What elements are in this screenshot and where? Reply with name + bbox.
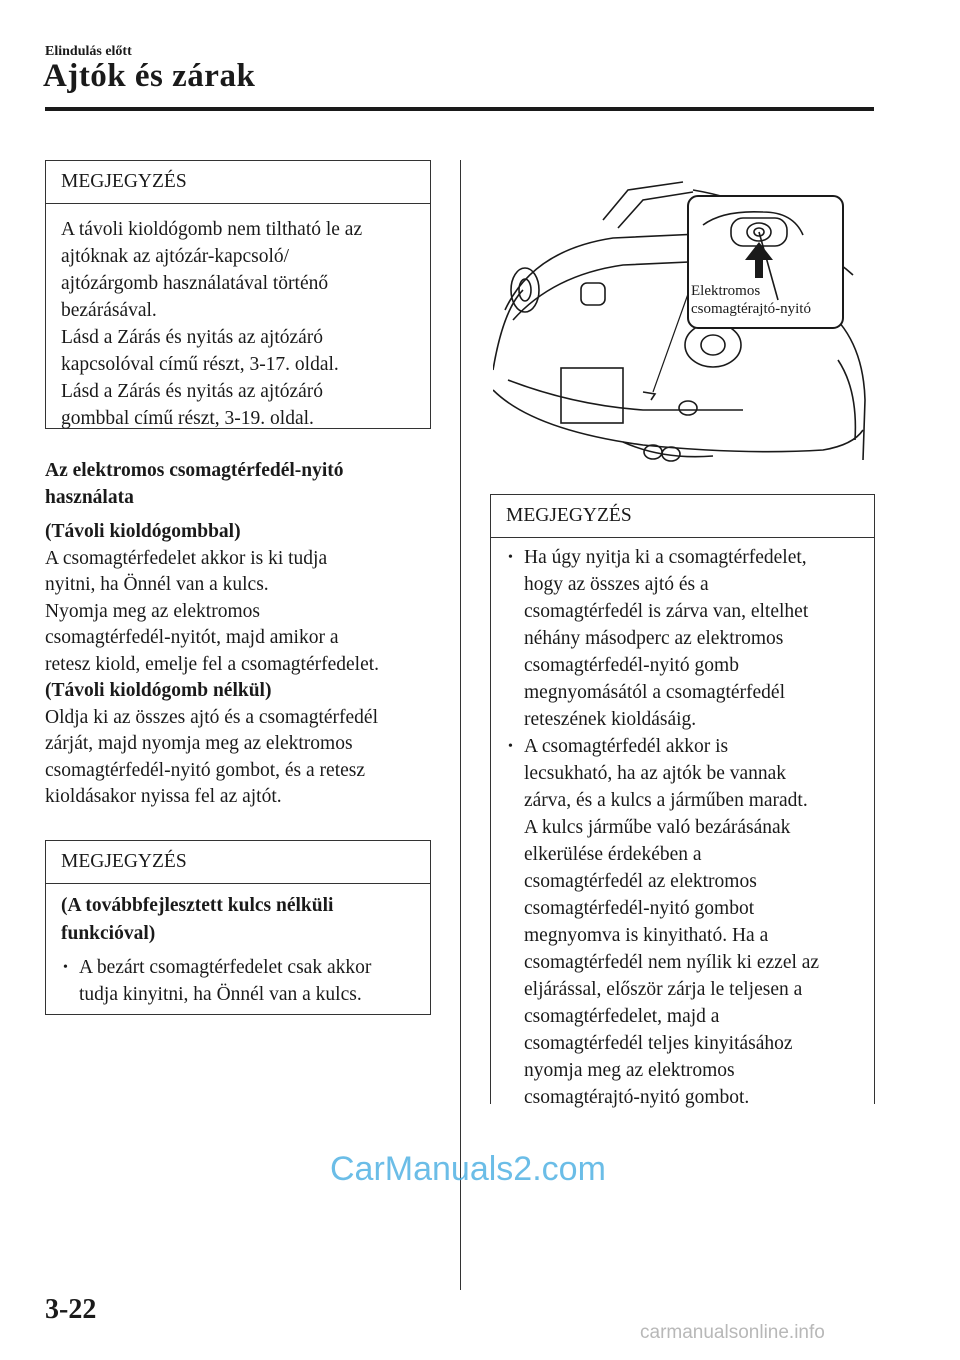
note-line: tudja kinyitni, ha Önnél van a kulcs.: [79, 984, 362, 1005]
note-line: elkerülése érdekében a: [524, 844, 702, 865]
watermark: CarManuals2.com: [330, 1150, 606, 1188]
page-number: 3-22: [45, 1294, 97, 1325]
column-divider: [460, 160, 461, 1290]
bullet-icon: •: [508, 739, 513, 754]
callout-label: [691, 282, 811, 318]
body-line: nyitni, ha Önnél van a kulcs.: [45, 574, 269, 595]
note-line: lecsukható, ha az ajtók be vannak: [524, 763, 787, 784]
subheading-line: Az elektromos csomagtérfedél-nyitó: [45, 460, 344, 481]
car-rear-illustration: [493, 160, 873, 480]
note-line: zárva, és a kulcs a járműben maradt.: [524, 790, 808, 811]
note-body: [491, 538, 874, 1119]
note-line: csomagtérfedél-nyitó gombot: [524, 898, 755, 919]
body-line: csomagtérfedél-nyitó gombot, és a retesz: [45, 759, 366, 781]
note-heading: MEGJEGYZÉS: [491, 495, 874, 538]
body-line: Oldja ki az összes ajtó és a csomagtérfedél: [45, 706, 378, 728]
note-bold-heading: [61, 892, 415, 948]
note-bold-line: (A továbbfejlesztett kulcs nélküli: [61, 895, 334, 916]
note-bold-line: funkcióval): [61, 923, 156, 944]
body-line: retesz kiold, emelje fel a csomagtérfedelet.: [45, 653, 380, 675]
body-text: [45, 458, 435, 811]
note-bullet-item: [506, 733, 859, 1111]
note-line: nyomja meg az elektromos: [524, 1060, 735, 1081]
note-line: csomagtérajtó-nyitó gombot.: [524, 1087, 750, 1108]
body-line: A csomagtérfedelet akkor is ki tudja: [45, 547, 328, 569]
note-body: [46, 884, 430, 1016]
note-line: A csomagtérfedél akkor is: [524, 736, 729, 757]
note-box-bottom-left: [45, 840, 431, 1015]
note-line: hogy az összes ajtó és a: [524, 574, 709, 595]
body-line: csomagtérfedél-nyitót, majd amikor a: [45, 627, 339, 648]
note-line: kapcsolóval című részt, 3-17. oldal.: [61, 354, 339, 375]
body-line: zárját, majd nyomja meg az elektromos: [45, 733, 353, 754]
note-line: Lásd a Zárás és nyitás az ajtózáró: [61, 381, 324, 402]
car-rear-figure: [493, 160, 873, 480]
note-line: csomagtérfedelet, majd a: [524, 1006, 720, 1027]
footer-site-link[interactable]: carmanualsonline.info: [640, 1322, 825, 1343]
no-remote-heading: (Távoli kioldógomb nélkül): [45, 680, 272, 701]
note-line: reteszének kioldásáig.: [524, 709, 697, 730]
note-line: bezárásával.: [61, 300, 157, 321]
remote-heading: (Távoli kioldógombbal): [45, 521, 241, 542]
note-line: Lásd a Zárás és nyitás az ajtózáró: [61, 327, 324, 348]
bullet-icon: •: [508, 550, 513, 565]
note-line: néhány másodperc az elektromos: [524, 628, 784, 649]
section-label: Elindulás előtt: [45, 44, 132, 59]
note-line: ajtóknak az ajtózár-kapcsoló/: [61, 246, 290, 267]
note-heading: MEGJEGYZÉS: [46, 161, 430, 204]
note-line: csomagtérfedél is zárva van, eltelhet: [524, 601, 809, 622]
note-line: csomagtérfedél teljes kinyitásához: [524, 1033, 793, 1054]
note-line: A távoli kioldógomb nem tiltható le az: [61, 219, 363, 240]
note-line: megnyomásától a csomagtérfedél: [524, 682, 785, 703]
note-box-top-left: [45, 160, 431, 429]
note-line: csomagtérfedél nem nyílik ki ezzel az: [524, 952, 820, 973]
note-line: gombbal című részt, 3-19. oldal.: [61, 408, 314, 429]
callout-line: Elektromos: [691, 283, 761, 299]
page-title: Ajtók és zárak: [43, 58, 256, 94]
callout-line: csomagtérajtó-nyitó: [691, 301, 811, 317]
note-box-right: [490, 494, 875, 1108]
note-line: Ha úgy nyitja ki a csomagtérfedelet,: [524, 547, 807, 568]
note-line: ajtózárgomb használatával történő: [61, 273, 329, 294]
note-line: A bezárt csomagtérfedelet csak akkor: [79, 957, 372, 978]
bullet-icon: •: [63, 960, 68, 975]
note-line: eljárással, először zárja le teljesen a: [524, 979, 803, 1000]
section-subheading: [45, 458, 435, 511]
note-body: [46, 204, 430, 440]
note-bullet-item: [506, 544, 859, 733]
title-rule: [45, 107, 874, 111]
note-line: A kulcs járműbe való bezárásának: [524, 817, 791, 838]
body-line: kioldásakor nyissa fel az ajtót.: [45, 786, 282, 807]
note-line: csomagtérfedél az elektromos: [524, 871, 757, 892]
note-line: csomagtérfedél-nyitó gomb: [524, 655, 739, 676]
note-heading: MEGJEGYZÉS: [46, 841, 430, 884]
note-bullet-item: [61, 954, 415, 1008]
subheading-line: használata: [45, 486, 134, 508]
note-line: megnyomva is kinyitható. Ha a: [524, 925, 769, 946]
body-line: Nyomja meg az elektromos: [45, 600, 260, 622]
